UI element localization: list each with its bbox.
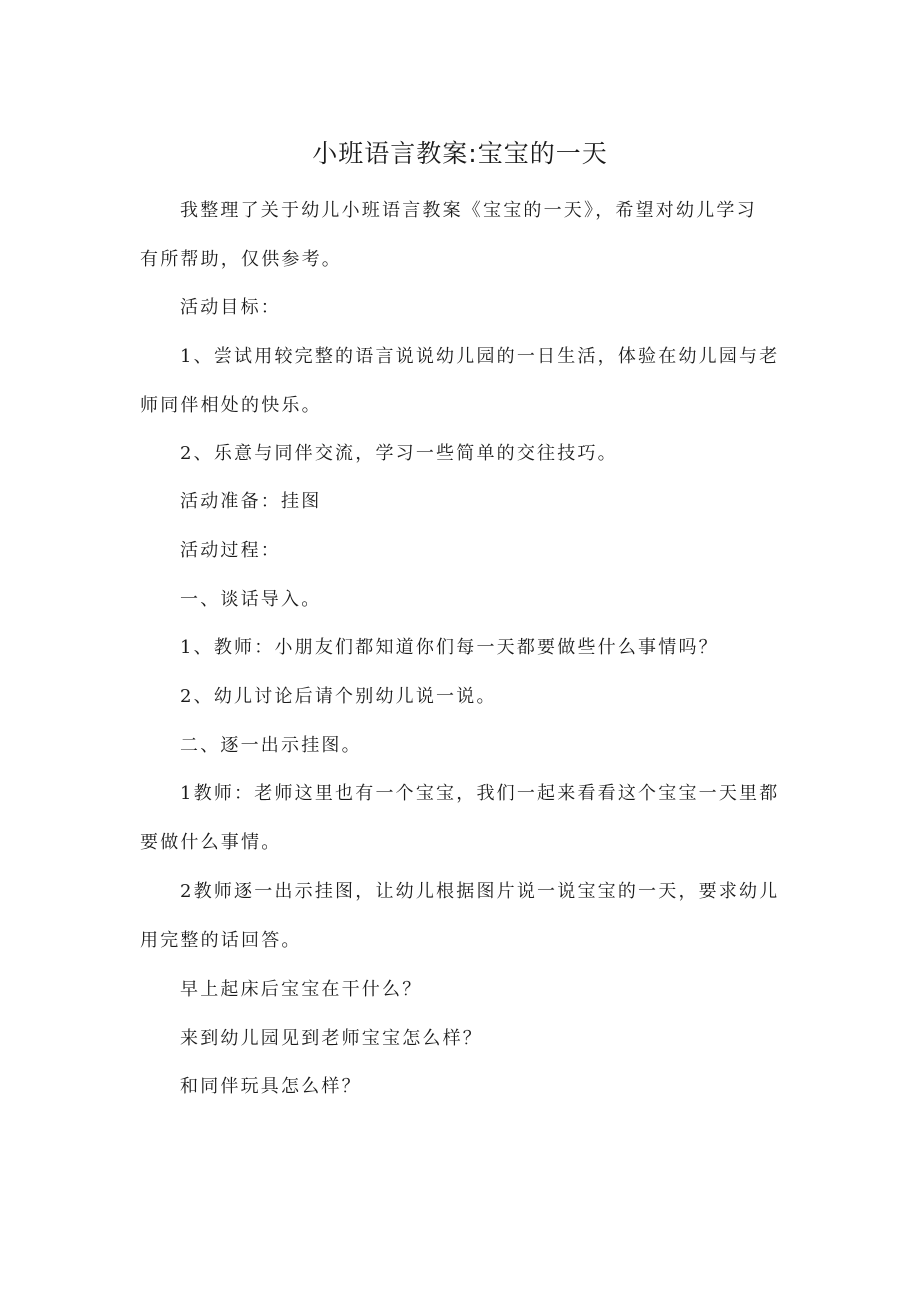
paragraph-line: 1教师：老师这里也有一个宝宝，我们一起来看看这个宝宝一天里都 [180,783,780,804]
paragraph-intro [140,186,785,284]
paragraph-step-2-2 [140,867,785,965]
paragraph-line: 用完整的话回答。 [140,930,302,951]
paragraph-line: 1、尝试用较完整的语言说说幼儿园的一日生活，体验在幼儿园与老 [180,346,780,367]
paragraph-objectives-heading [140,283,785,332]
paragraph-preparation [140,477,785,526]
paragraph-line: 一、谈话导入。 [180,589,322,610]
paragraph-line: 师同伴相处的快乐。 [140,395,322,416]
paragraph-line: 2、幼儿讨论后请个别幼儿说一说。 [180,686,497,707]
paragraph-line: 二、逐一出示挂图。 [180,735,362,756]
paragraph-question-1 [140,965,785,1014]
paragraph-line: 活动目标： [180,297,281,318]
paragraph-objective-2 [140,429,785,478]
paragraph-line: 活动过程： [180,540,281,561]
paragraph-section-2 [140,721,785,770]
paragraph-line: 活动准备：挂图 [180,491,322,512]
paragraph-line: 我整理了关于幼儿小班语言教案《宝宝的一天》，希望对幼儿学习 [180,200,757,221]
paragraph-step-1-2 [140,672,785,721]
paragraph-question-2 [140,1014,785,1063]
document-title: 小班语言教案:宝宝的一天 [312,139,608,168]
paragraph-line: 来到幼儿园见到老师宝宝怎么样？ [180,1028,483,1049]
paragraph-step-2-1 [140,769,785,867]
paragraph-line: 和同伴玩具怎么样？ [180,1076,362,1097]
paragraph-line: 1、教师：小朋友们都知道你们每一天都要做些什么事情吗？ [180,637,719,658]
paragraph-line: 2、乐意与同伴交流，学习一些简单的交往技巧。 [180,443,618,464]
paragraph-step-1-1 [140,623,785,672]
paragraph-line: 有所帮助，仅供参考。 [140,249,342,270]
paragraph-objective-1 [140,332,785,430]
paragraph-question-3 [140,1062,785,1111]
paragraph-line: 早上起床后宝宝在干什么？ [180,979,423,1000]
paragraph-line: 2教师逐一出示挂图，让幼儿根据图片说一说宝宝的一天，要求幼儿 [180,881,780,902]
paragraph-process-heading [140,526,785,575]
paragraph-line: 要做什么事情。 [140,832,282,853]
paragraph-section-1 [140,575,785,624]
